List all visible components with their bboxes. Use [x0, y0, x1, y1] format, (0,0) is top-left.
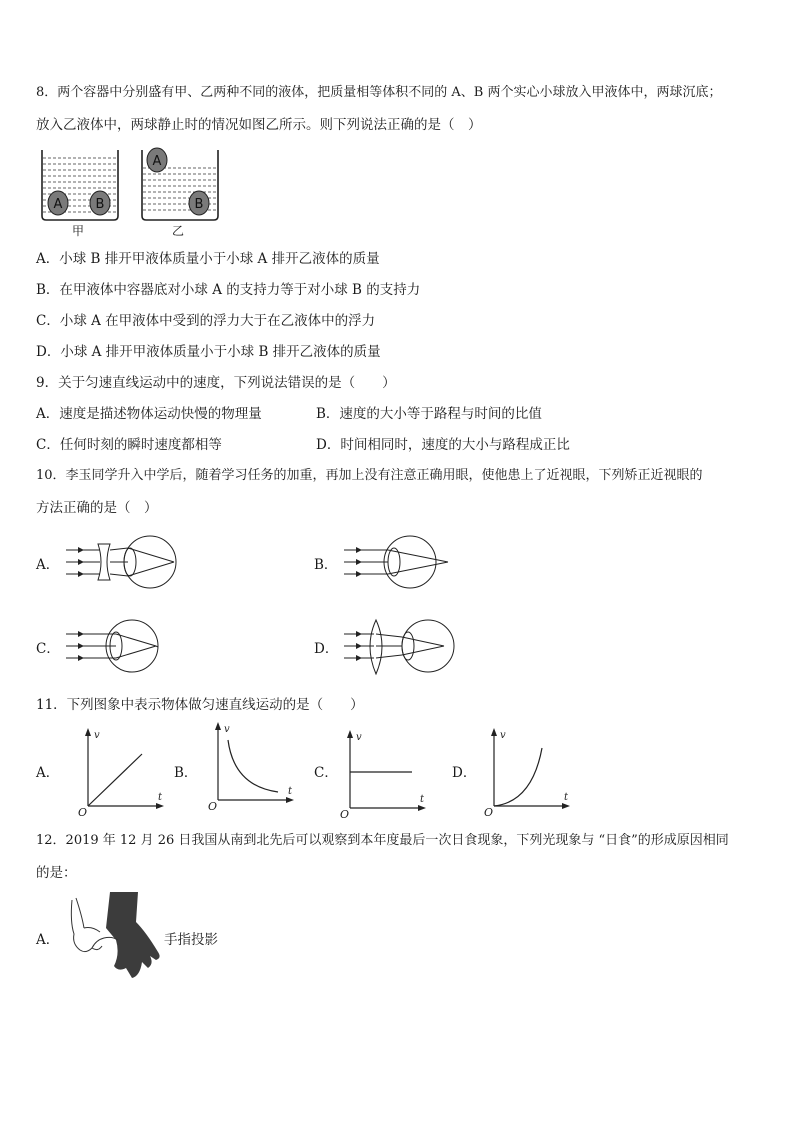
hand-shadow-image [66, 892, 166, 988]
axis-t-label: t [288, 786, 293, 797]
q11-stem: 11．下列图象中表示物体做匀速直线运动的是（ ） [36, 697, 364, 713]
axis-v-label: v [94, 730, 100, 741]
q8-stem-line2: 放入乙液体中，两球静止时的情况如图乙所示。则下列说法正确的是（ ） [36, 117, 482, 133]
q10-label-c: C． [36, 641, 60, 657]
q8-option-c: C．小球 A 在甲液体中受到的浮力大于在乙液体中的浮力 [36, 313, 376, 329]
q8-option-b: B．在甲液体中容器底对小球 A 的支持力等于对小球 B 的支持力 [36, 282, 421, 298]
q8-option-a: A．小球 B 排开甲液体质量小于小球 A 排开乙液体的质量 [36, 251, 380, 267]
q11-graph-d-increasing [484, 726, 574, 819]
q11-label-d: D． [452, 765, 477, 781]
ball-a-label: A [53, 197, 63, 212]
q10-diagram-c [66, 620, 186, 680]
q12-stem-line1: 12．2019 年 12 月 26 日我国从南到北先后可以观察到本年度最后一次日食现象，下列光现象与 “日食”的形成原因相同 [36, 833, 729, 848]
q9-stem: 9．关于匀速直线运动中的速度，下列说法错误的是（ ） [36, 375, 396, 391]
axis-v-label: v [224, 724, 230, 735]
q10-stem-line2: 方法正确的是（ ） [36, 500, 158, 516]
axis-t-label: t [564, 792, 569, 803]
q10-diagram-b [344, 536, 464, 596]
q10-stem-line1: 10．李玉同学升入中学后，随着学习任务的加重，再加上没有注意正确用眼，使他患上了近视眼，下列矫正近视眼的 [36, 468, 703, 483]
q8-containers-figure [38, 144, 238, 234]
fig-label-jia: 甲 [72, 224, 85, 238]
q9-option-b: B．速度的大小等于路程与时间的比值 [316, 406, 542, 422]
origin-label: O [208, 800, 218, 813]
ball-b-label-yi: B [194, 197, 204, 212]
q10-diagram-d-convex-lens [344, 620, 474, 680]
q8-option-d: D．小球 A 排开甲液体质量小于小球 B 排开乙液体的质量 [36, 344, 381, 360]
ball-a-label-yi: A [152, 154, 162, 169]
q11-label-b: B． [174, 765, 198, 781]
q10-diagram-a-concave-lens [66, 536, 186, 596]
beaker-jia [42, 150, 118, 220]
q11-graph-a-linear [78, 726, 168, 819]
q12-stem-line2: 的是： [36, 865, 77, 881]
q10-label-b: B． [314, 557, 338, 573]
q12-option-a-caption: 手指投影 [164, 932, 218, 948]
origin-label: O [78, 806, 88, 819]
q11-graph-c-constant [340, 728, 430, 821]
q10-label-d: D． [314, 641, 339, 657]
origin-label: O [484, 806, 494, 819]
axis-t-label: t [158, 792, 163, 803]
ball-b-label: B [95, 197, 105, 212]
q12-option-a-label: A． [36, 932, 60, 948]
q11-graph-b-decreasing [208, 720, 298, 813]
beaker-yi [142, 148, 218, 220]
q11-label-c: C． [314, 765, 338, 781]
q8-stem-line1: 8．两个容器中分别盛有甲、乙两种不同的液体，把质量相等体积不同的 A、B 两个实心小球放入甲液体中，两球沉底； [36, 85, 722, 100]
origin-label: O [340, 808, 350, 821]
q9-option-d: D．时间相同时，速度的大小与路程成正比 [316, 437, 570, 453]
fig-label-yi: 乙 [172, 224, 185, 238]
q9-option-a: A．速度是描述物体运动快慢的物理量 [36, 406, 262, 422]
q11-label-a: A． [36, 765, 60, 781]
axis-v-label: v [500, 730, 506, 741]
q9-option-c: C．任何时刻的瞬时速度都相等 [36, 437, 222, 453]
q10-label-a: A． [36, 557, 60, 573]
axis-v-label: v [356, 732, 362, 743]
axis-t-label: t [420, 794, 425, 805]
